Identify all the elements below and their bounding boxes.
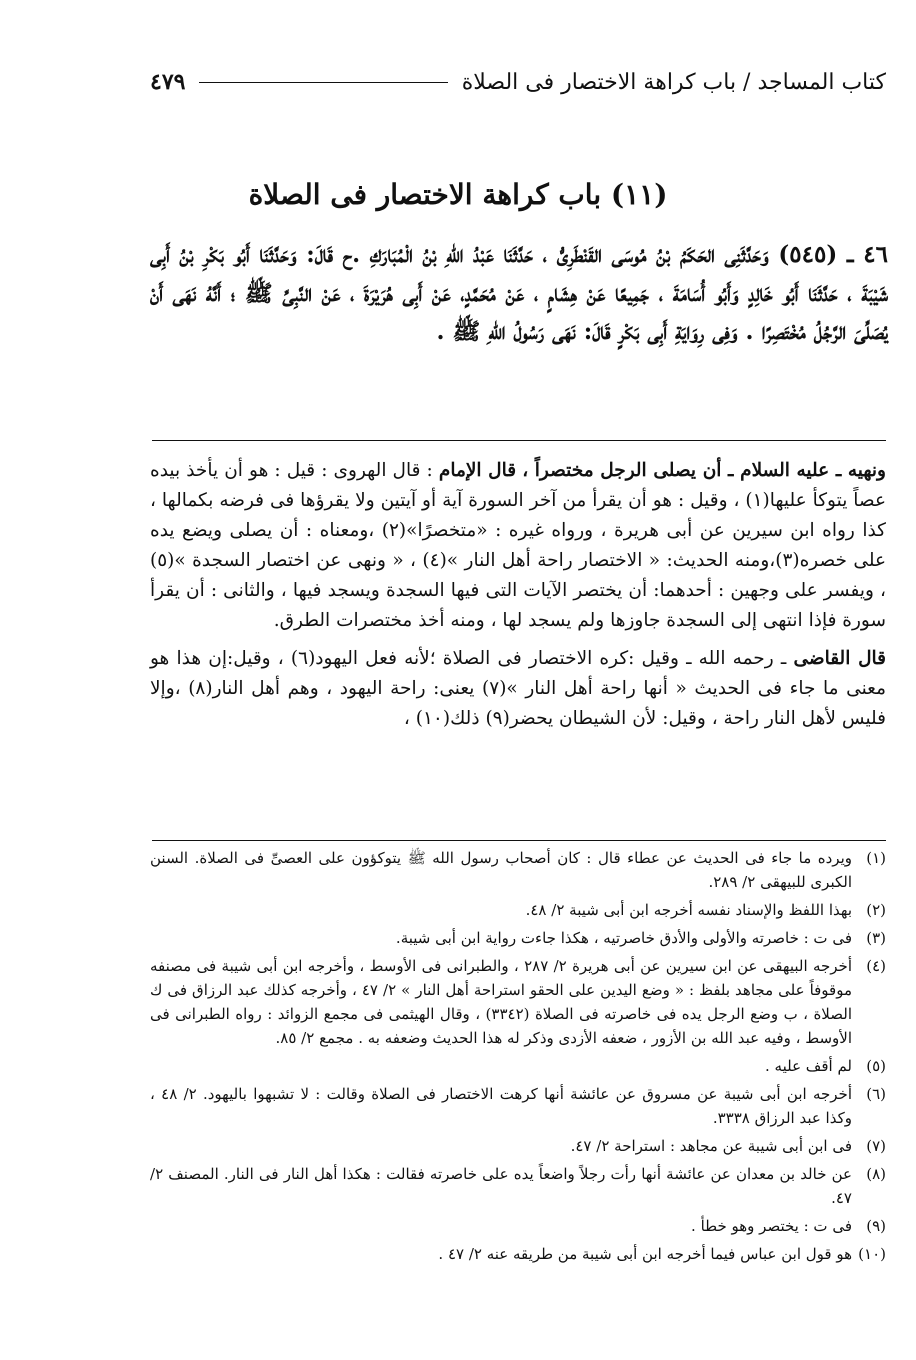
footnote xyxy=(150,1162,886,1210)
footnote xyxy=(150,846,886,894)
footnote xyxy=(150,1082,886,1130)
page-number: ٤٧٩ xyxy=(150,69,186,95)
footnote xyxy=(150,1242,886,1266)
running-head-title: كتاب المساجد / باب كراهة الاختصار فى الصلاة xyxy=(461,69,886,95)
footnote-number: (٢) xyxy=(866,901,886,919)
running-head-rule xyxy=(199,82,447,83)
footnote xyxy=(150,1054,886,1078)
commentary-paragraph-2 xyxy=(150,644,886,734)
commentary-speaker-imam: قال الإمام xyxy=(438,460,517,481)
commentary-lemma: ونهيه ـ عليه السلام ـ أن يصلى الرجل مختصراً ، xyxy=(522,460,886,481)
footnote-number: (١٠) xyxy=(858,1245,886,1263)
footnote-text: لم أقف عليه . xyxy=(765,1057,852,1075)
footnote xyxy=(150,1134,886,1158)
footnote-text: بهذا اللفظ والإسناد نفسه أخرجه ابن أبى شيبة ٢/ ٤٨. xyxy=(525,901,852,919)
footnote-number: (٨) xyxy=(866,1165,886,1183)
footnote-number: (٥) xyxy=(866,1057,886,1075)
commentary xyxy=(150,456,886,734)
footnote xyxy=(150,898,886,922)
footnote-number: (٩) xyxy=(866,1217,886,1235)
footnote-number: (٧) xyxy=(866,1137,886,1155)
footnote-text: عن خالد بن معدان عن عائشة أنها رأت رجلاً واضعاً يده على خاصرته فقالت : هكذا أهل النار فى النار. المصنف ٢/ ٤٧. xyxy=(150,1165,852,1207)
footnotes-separator-rule xyxy=(152,840,886,841)
chapter-title: (١١) باب كراهة الاختصار فى الصلاة xyxy=(248,178,668,211)
hadith-text: ٤٦ ـ (٥٤٥) وَحَدَّثَنِى الحَكَمُ بْنُ مُوسَى القَنْطَرِىُّ ، حَدَّثَنَا عَبْدُ اللهِ بْنُ الْمُبَارَكِ .ح قَالَ: وَحَدَّثَنَا أَبُو بَكْرِ بْنُ أَبِى شَيْبَةَ ، حَدَّثَنَا أَبُو خَالِدٍ وَأَبُو أُسَامَةَ ، جَمِيعًا عَنْ هِشَامٍ ، عَنْ مُحَمَّدٍ، عَنْ أَبِى هُرَيْرَةَ ، عَنْ النَّبِىِّ ﷺ ؛ أَنَّهُ نَهَى أَنْ يُصَلِّىَ الرَّجُلُ مُخْتَصِرًا . وَفِى رِوَايَةِ أَبِى بَكْرٍ قَالَ: نَهَى رَسُولُ اللهِ ﷺ . xyxy=(150,241,888,345)
commentary-text-2: ـ رحمه الله ـ وقيل :كره الاختصار فى الصلاة ؛لأنه فعل اليهود(٦) ، وقيل:إن هذا هو معنى ما جاء فى الحديث « أنها راحة أهل النار »(٧) يعنى: راحة اليهود ، وهم أهل النار(٨) ،وإلا فليس لأهل النار راحة ، وقيل: لأن الشيطان يحضر(٩) ذلك(١٠) ، xyxy=(150,648,886,729)
footnote-text: ويرده ما جاء فى الحديث عن عطاء قال : كان أصحاب رسول الله ﷺ يتوكؤون على العصىِّ فى الصلاة. السنن الكبرى للبيهقى ٢/ ٢٨٩. xyxy=(150,849,852,891)
footnote-number: (١) xyxy=(866,849,886,867)
footnote-text: أخرجه البيهقى عن ابن سيرين عن أبى هريرة ٢/ ٢٨٧ ، والطبرانى فى الأوسط ، وأخرجه ابن أبى شيبة فى مصنفه موقوفاً على مجاهد بلفظ : « وضع اليدين على الحقو استراحة أهل النار » ٢/ ٤٧ ، وأخرجه كذلك عبد الرزاق فى ك الصلاة ، ب وضع الرجل يده فى خاصرته فى الصلاة (٣٣٤٢) ، وقال الهيثمى فى مجمع الزوائد : رواه الطبرانى فى الأوسط ، وفيه عبد الله بن الأزور ، ضعفه الأزدى وذكر له هذا الحديث وضعفه به . مجمع ٢/ ٨٥. xyxy=(150,957,853,1047)
footnote-number: (٣) xyxy=(866,929,886,947)
hadith-separator-rule xyxy=(152,440,886,441)
footnote-text: هو قول ابن عباس فيما أخرجه ابن أبى شيبة من طريقه عنه ٢/ ٤٧ . xyxy=(438,1245,852,1263)
footnote-number: (٦) xyxy=(866,1085,886,1103)
footnote xyxy=(150,954,886,1050)
footnote xyxy=(150,926,886,950)
commentary-paragraph-1 xyxy=(150,456,886,636)
footnote-text: فى ابن أبى شيبة عن مجاهد : استراحة ٢/ ٤٧. xyxy=(570,1137,852,1155)
commentary-text-1: : قال الهروى : قيل : هو أن يأخذ بيده عصاً يتوكأ عليها(١) ، وقيل : هو أن يقرأ من آخر السورة آية أو آيتين ولا يقرؤها فى فرضه بكمالها ، كذا رواه ابن سيرين عن أبى هريرة ، ورواه غيره : «متخصرًا»(٢) ،ومعناه : أن يصلى ويضع يده على خصره(٣)،ومنه الحديث: « الاختصار راحة أهل النار »(٤) ، « ونهى عن اختصار السجدة »(٥) ، ويفسر على وجهين : أحدهما: أن يختصر الآيات التى فيها السجدة ويسجد فيها ، والثانى : أن يقرأ سورة فإذا انتهى إلى السجدة جاوزها ولم يسجد لها ، ومنه أخذ مختصرات الطرق. xyxy=(150,460,887,631)
commentary-speaker-qadi: قال القاضى xyxy=(793,648,886,669)
footnote-text: فى ت : يختصر وهو خطأ . xyxy=(691,1217,852,1235)
running-head xyxy=(150,62,886,102)
footnote-text: أخرجه ابن أبى شيبة عن مسروق عن عائشة أنها كرهت الاختصار فى الصلاة وقالت : لا تشبهوا باليهود. ٢/ ٤٨ ، وكذا عبد الرزاق ٣٣٣٨. xyxy=(150,1085,852,1127)
footnotes xyxy=(150,846,886,1270)
footnote xyxy=(150,1214,886,1238)
footnote-number: (٤) xyxy=(866,957,886,975)
footnote-text: فى ت : خاصرته والأولى والأدق خاصرتيه ، هكذا جاءت رواية ابن أبى شيبة. xyxy=(395,929,852,947)
